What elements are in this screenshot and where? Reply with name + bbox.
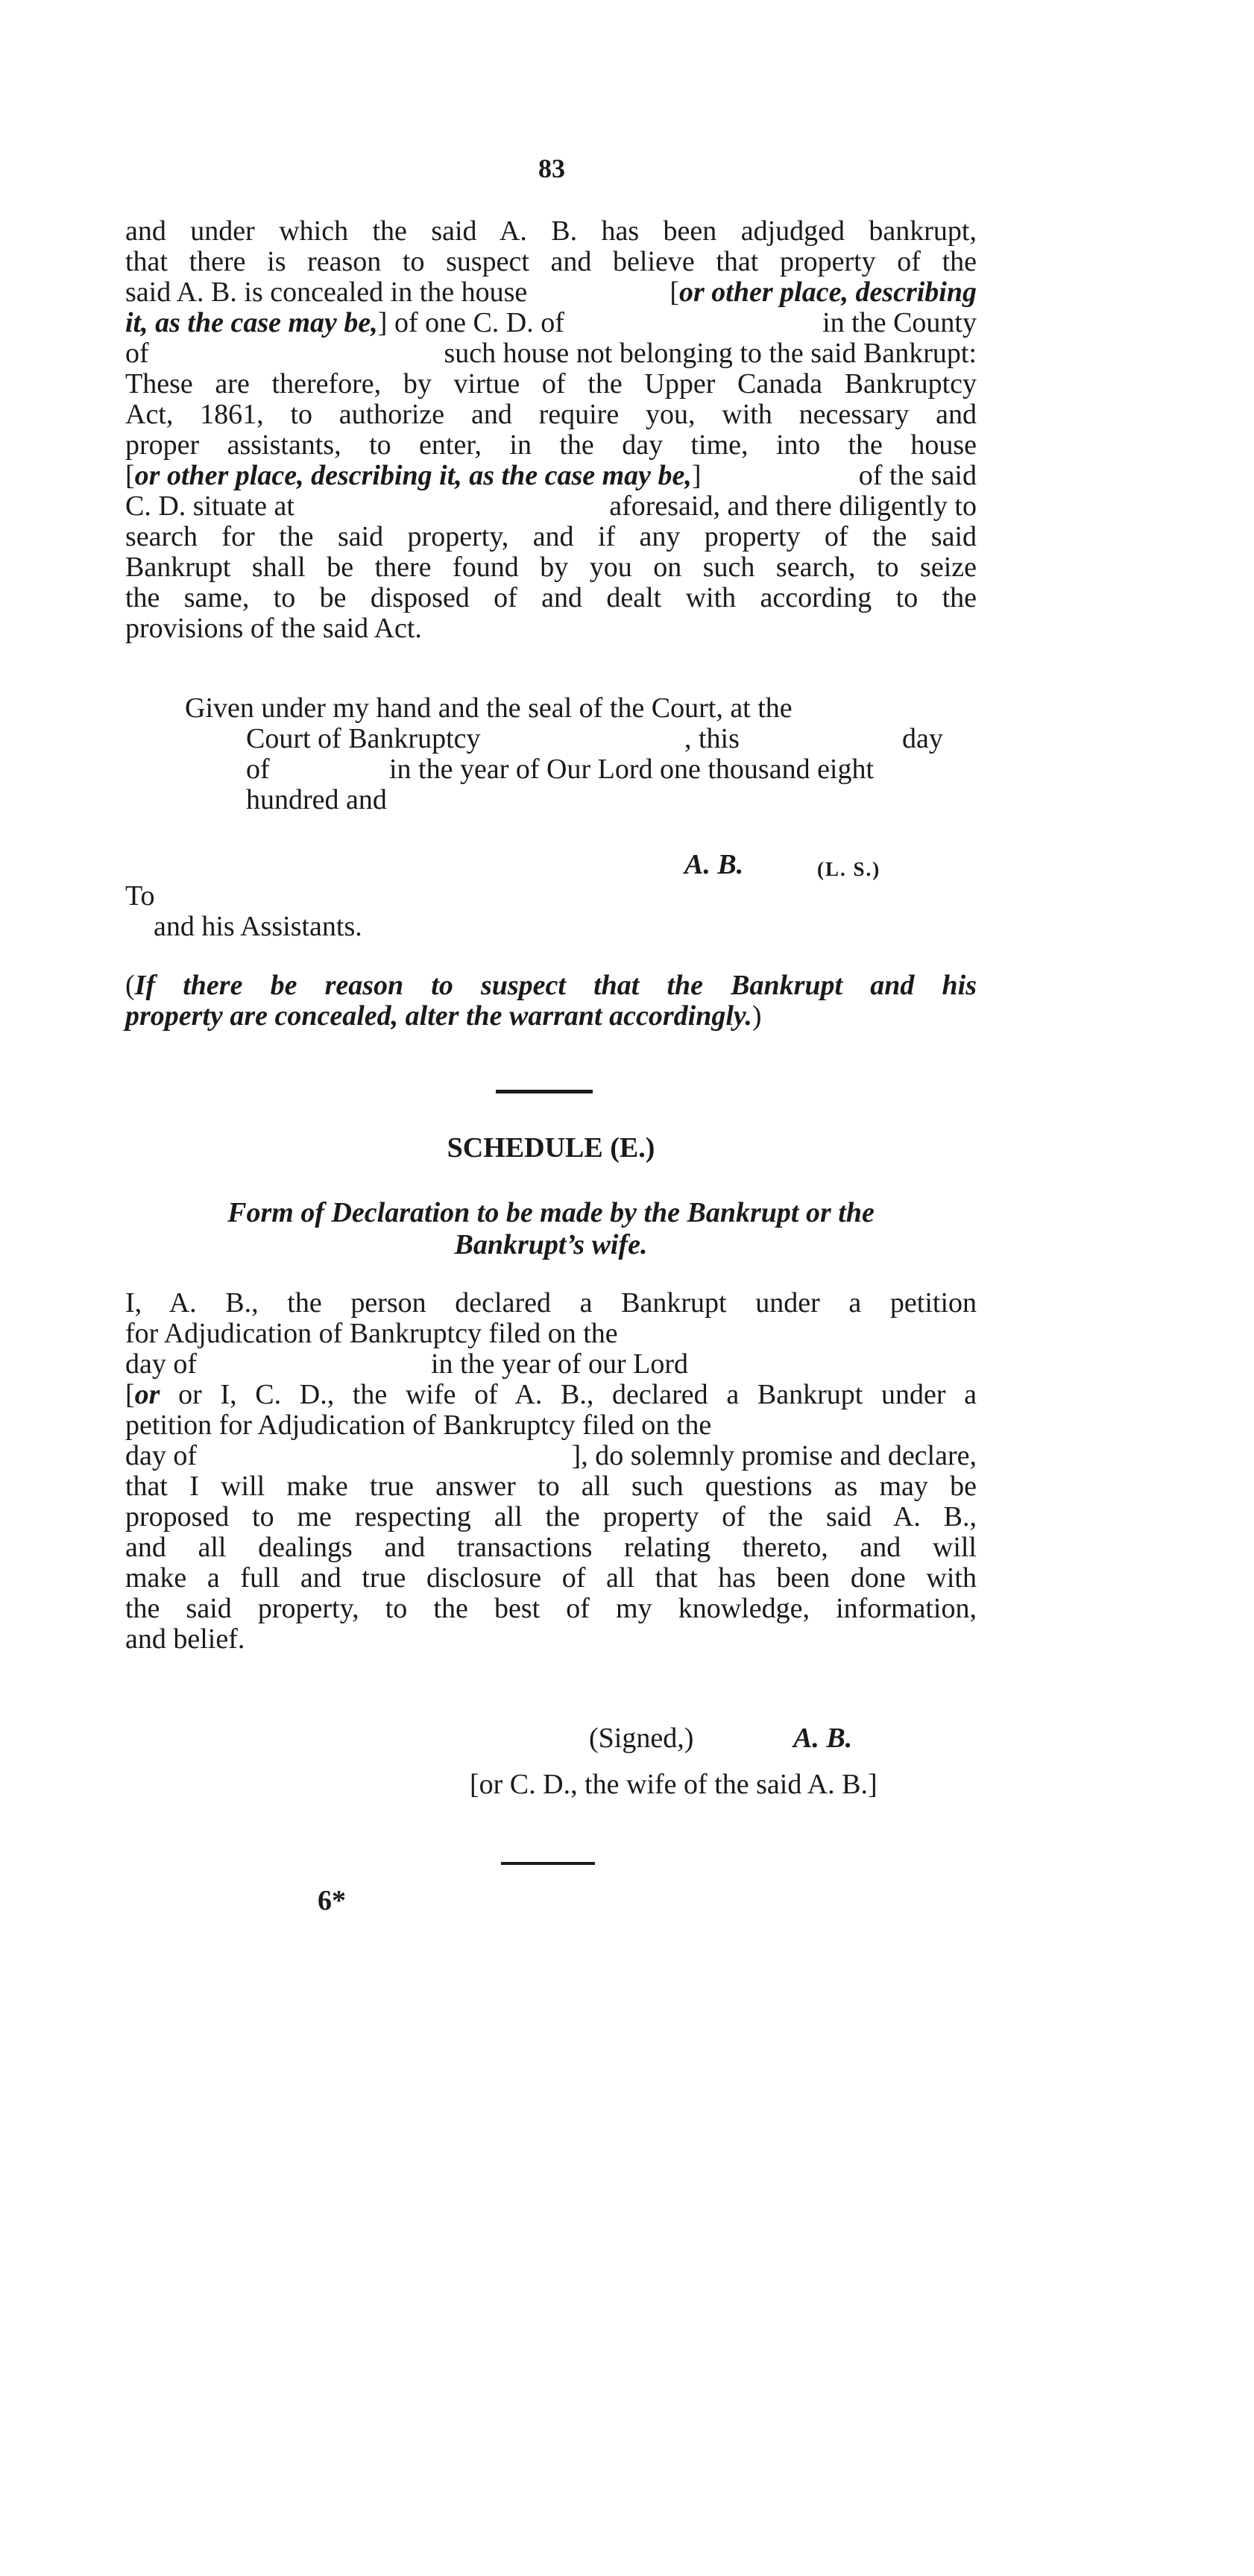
declaration-line: proposed to me respecting all the property of the said A. B., bbox=[125, 1501, 977, 1532]
warrant-line: proper assistants, to enter, in the day time, into the house bbox=[125, 429, 977, 461]
warrant-note bbox=[125, 970, 977, 1032]
declaration-line: and all dealings and transactions relating thereto, and will bbox=[125, 1532, 977, 1563]
declaration-line: and belief. bbox=[125, 1623, 245, 1655]
given-line: day bbox=[902, 723, 943, 754]
warrant-line: provisions of the said Act. bbox=[125, 613, 422, 644]
signed-name: A. B. bbox=[793, 1723, 853, 1754]
declaration-paragraph bbox=[125, 1288, 977, 1655]
declaration-line: the said property, to the best of my knowledge, information, bbox=[125, 1593, 977, 1624]
declaration-line: day of ], do solemnly promise and declare, bbox=[125, 1440, 977, 1471]
given-line: hundred and bbox=[246, 784, 387, 815]
declaration-line: for Adjudication of Bankruptcy filed on the bbox=[125, 1318, 618, 1349]
warrant-line: and under which the said A. B. has been adjudged bankrupt, bbox=[125, 215, 977, 247]
given-line: of bbox=[246, 754, 270, 785]
schedule-title: SCHEDULE (E.) bbox=[447, 1132, 655, 1164]
assistants-line: and his Assistants. bbox=[154, 911, 362, 942]
seal: (L. S.) bbox=[817, 858, 881, 880]
declaration-line: [or or I, C. D., the wife of A. B., declared a Bankrupt under a bbox=[125, 1379, 977, 1410]
warrant-line: that there is reason to suspect and believe that property of the bbox=[125, 246, 977, 277]
warrant-line: These are therefore, by virtue of the Upper Canada Bankruptcy bbox=[125, 368, 977, 400]
warrant-line: of such house not belonging to the said Bankrupt: bbox=[125, 338, 977, 369]
note-line: property are concealed, alter the warrant accordingly.) bbox=[125, 1000, 762, 1032]
given-line: Given under my hand and the seal of the Court, at the bbox=[185, 692, 793, 724]
warrant-line: Bankrupt shall be there found by you on such search, to seize bbox=[125, 552, 977, 583]
warrant-line: said A. B. is concealed in the house [or other place, describing bbox=[125, 277, 977, 308]
given-line: , this bbox=[684, 723, 740, 754]
signature-name: A. B. bbox=[684, 849, 744, 880]
warrant-line: search for the said property, and if any property of the said bbox=[125, 521, 977, 552]
declaration-line: make a full and true disclosure of all that has been done with bbox=[125, 1562, 977, 1594]
warrant-line: the same, to be disposed of and dealt with according to the bbox=[125, 582, 977, 613]
given-line: Court of Bankruptcy bbox=[246, 723, 481, 754]
warrant-line: Act, 1861, to authorize and require you, with necessary and bbox=[125, 399, 977, 430]
given-line: in the year of Our Lord one thousand eight bbox=[389, 754, 875, 785]
declaration-line: that I will make true answer to all such questions as may be bbox=[125, 1471, 977, 1502]
warrant-line: it, as the case may be,] of one C. D. of in the County bbox=[125, 307, 977, 338]
declaration-line: I, A. B., the person declared a Bankrupt under a petition bbox=[125, 1287, 977, 1319]
page-number: 83 bbox=[538, 154, 565, 183]
to-label: To bbox=[125, 880, 155, 912]
schedule-caption-line: Form of Declaration to be made by the Bankrupt or the bbox=[227, 1197, 875, 1228]
end-divider bbox=[501, 1862, 595, 1865]
declaration-line: petition for Adjudication of Bankruptcy filed on the bbox=[125, 1409, 712, 1441]
section-divider bbox=[496, 1090, 593, 1093]
declaration-line: day of in the year of our Lord bbox=[125, 1348, 689, 1380]
schedule-caption-line: Bankrupt’s wife. bbox=[454, 1229, 648, 1260]
signature-mark: 6* bbox=[318, 1885, 346, 1916]
note-line: (If there be reason to suspect that the Bankrupt and his bbox=[125, 970, 977, 1001]
signed-label: (Signed,) bbox=[589, 1723, 694, 1754]
warrant-line: [or other place, describing it, as the case may be,] of the said bbox=[125, 460, 977, 491]
alt-signature: [or C. D., the wife of the said A. B.] bbox=[470, 1769, 878, 1800]
warrant-paragraph bbox=[125, 216, 977, 644]
warrant-line: C. D. situate at aforesaid, and there diligently to bbox=[125, 490, 977, 522]
